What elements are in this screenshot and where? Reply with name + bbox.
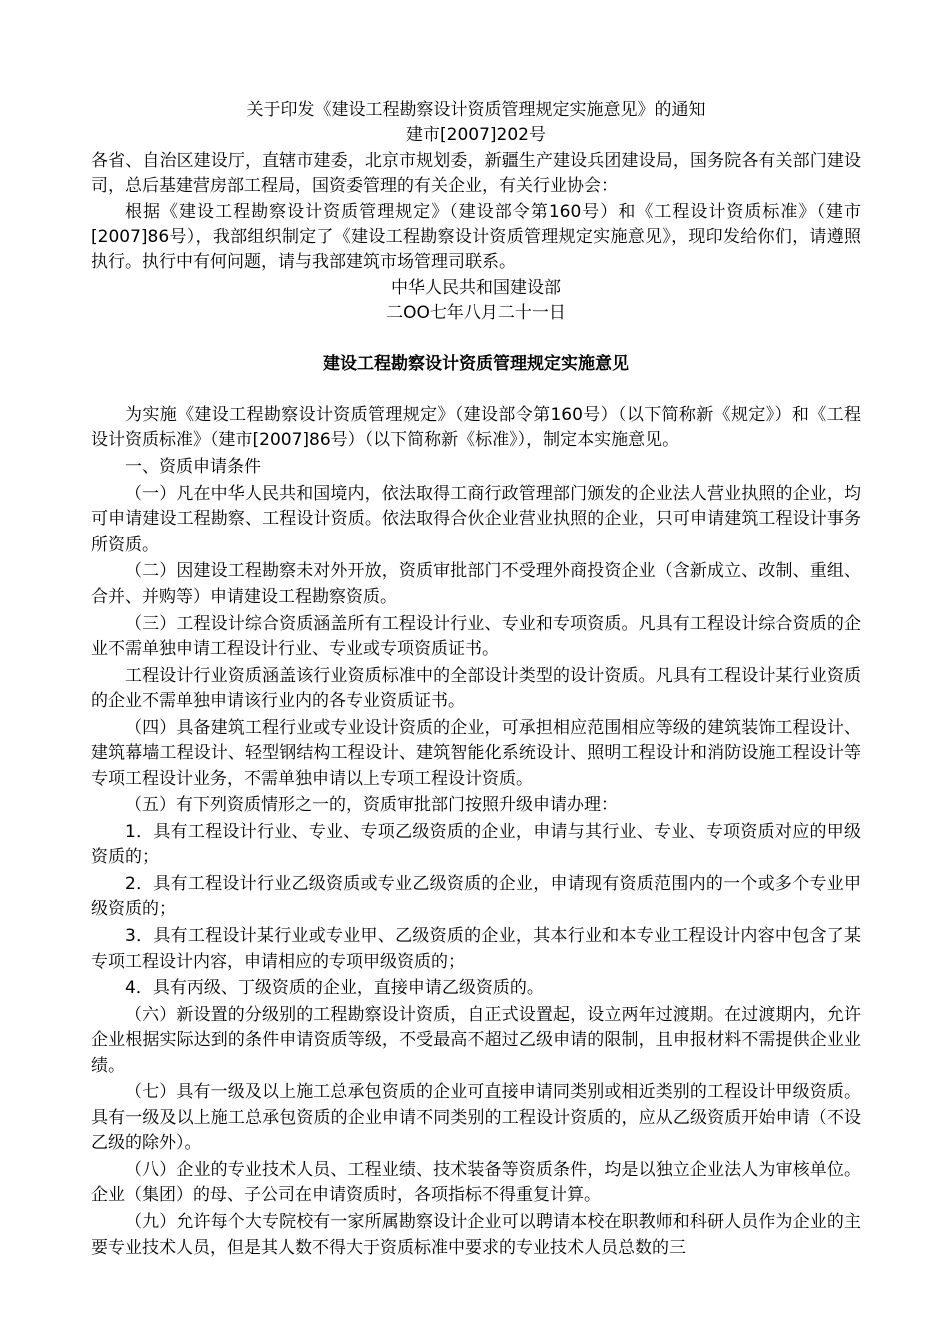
notice-body: 根据《建设工程勘察设计资质管理规定》（建设部令第160号）和《工程设计资质标准》（建市[2007]86号），我部组织制定了《建设工程勘察设计资质管理规定实施意见》，现印发给你们，请遵照执行。执行中有何问题，请与我部建筑市场管理司联系。: [91, 201, 861, 273]
notice-recipients: 各省、自治区建设厅，直辖市建委，北京市规划委，新疆生产建设兵团建设局，国务院各有关部门建设司，总后基建营房部工程局，国资委管理的有关企业，有关行业协会：: [91, 150, 861, 197]
paragraph: （一）凡在中华人民共和国境内，依法取得工商行政管理部门颁发的企业法人营业执照的企业，均可申请建设工程勘察、工程设计资质。依法取得合伙企业营业执照的企业，只可申请建筑工程设计事务所资质。: [91, 483, 861, 555]
list-item: 1．具有工程设计行业、专业、专项乙级资质的企业，申请与其行业、专业、专项资质对应的甲级资质的；: [91, 821, 861, 868]
paragraph: （四）具备建筑工程行业或专业设计资质的企业，可承担相应范围相应等级的建筑装饰工程设计、建筑幕墙工程设计、轻型钢结构工程设计、建筑智能化系统设计、照明工程设计和消防设施工程设计等专项工程设计业务，不需单独申请以上专项工程设计资质。: [91, 717, 861, 789]
section-heading: 一、资质申请条件: [125, 457, 261, 478]
paragraph: （八）企业的专业技术人员、工程业绩、技术装备等资质条件，均是以独立企业法人为审核单位。企业（集团）的母、子公司在申请资质时，各项指标不得重复计算。: [91, 1160, 861, 1206]
notice-title: 关于印发《建设工程勘察设计资质管理规定实施意见》的通知: [246, 100, 706, 120]
document-page: [91, 98, 861, 1262]
paragraph: （五）有下列资质情形之一的，资质审批部门按照升级申请办理：: [125, 795, 618, 816]
notice-doc-number: 建市[2007]202号: [406, 125, 546, 146]
opinion-title: 建设工程勘察设计资质管理规定实施意见: [323, 353, 629, 374]
paragraph: （二）因建设工程勘察未对外开放，资质审批部门不受理外商投资企业（含新成立、改制、重组、合并、并购等）申请建设工程勘察资质。: [91, 561, 861, 607]
list-item: 3．具有工程设计某行业或专业甲、乙级资质的企业，其本行业和本专业工程设计内容中包含了某专项工程设计内容，申请相应的专项甲级资质的；: [91, 926, 861, 972]
paragraph: 工程设计行业资质涵盖该行业资质标准中的全部设计类型的设计资质。凡具有工程设计某行业资质的企业不需单独申请该行业内的各专业资质证书。: [91, 665, 861, 712]
opinion-intro: 为实施《建设工程勘察设计资质管理规定》（建设部令第160号）（以下简称新《规定》）和《工程设计资质标准》（建市[2007]86号）（以下简称新《标准》），制定本实施意见。: [91, 405, 861, 451]
notice-date: 二OO七年八月二十一日: [386, 303, 566, 324]
list-item: 2．具有工程设计行业乙级资质或专业乙级资质的企业，申请现有资质范围内的一个或多个专业甲级资质的；: [91, 874, 861, 920]
paragraph: （三）工程设计综合资质涵盖所有工程设计行业、专业和专项资质。凡具有工程设计综合资质的企业不需单独申请工程设计行业、专业或专项资质证书。: [91, 613, 861, 659]
notice-issuer: 中华人民共和国建设部: [391, 277, 561, 298]
paragraph: （七）具有一级及以上施工总承包资质的企业可直接申请同类别或相近类别的工程设计甲级资质。具有一级及以上施工总承包资质的企业申请不同类别的工程设计资质的，应从乙级资质开始申请（不设乙级的除外）。: [91, 1082, 861, 1154]
paragraph: （九）允许每个大专院校有一家所属勘察设计企业可以聘请本校在职教师和科研人员作为企业的主要专业技术人员，但是其人数不得大于资质标准中要求的专业技术人员总数的三: [91, 1212, 861, 1258]
paragraph: （六）新设置的分级别的工程勘察设计资质，自正式设置起，设立两年过渡期。在过渡期内，允许企业根据实际达到的条件申请资质等级，不受最高不超过乙级申请的限制，且申报材料不需提供企业业绩。: [91, 1004, 861, 1076]
list-item: 4．具有丙级、丁级资质的企业，直接申请乙级资质的。: [125, 978, 544, 999]
